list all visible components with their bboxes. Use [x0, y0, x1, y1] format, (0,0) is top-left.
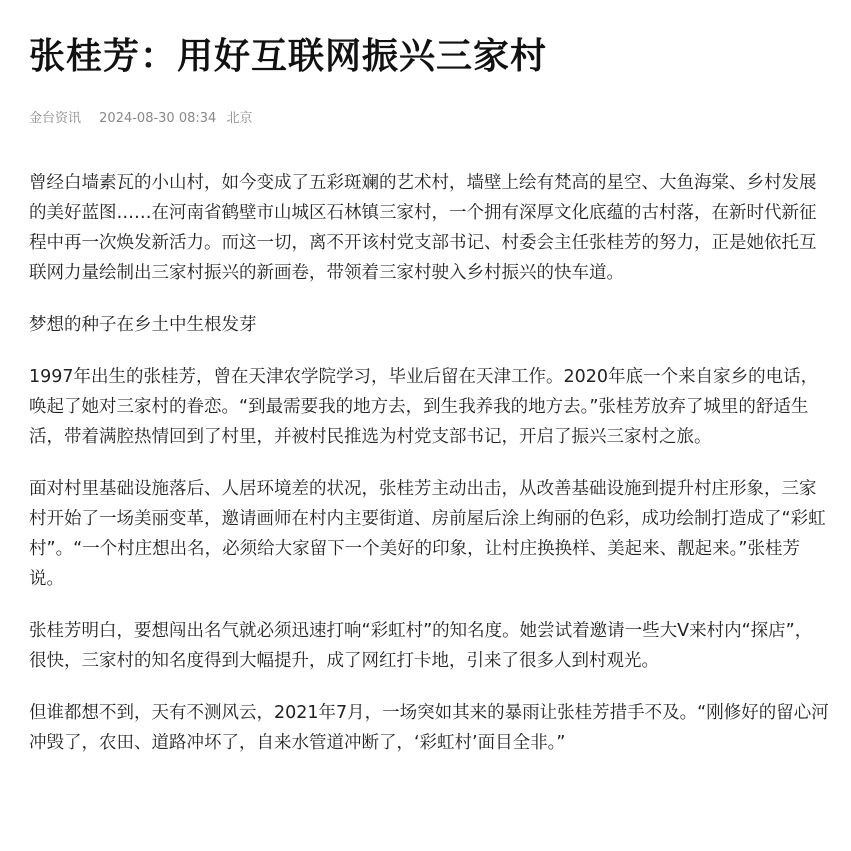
article-date: 2024-08-30 08:34	[99, 111, 217, 126]
paragraph: 曾经白墙素瓦的小山村，如今变成了五彩斑斓的艺术村，墙壁上绘有梵高的星空、大鱼海棠、乡村发展的美好蓝图……在河南省鹤壁市山城区石林镇三家村，一个拥有深厚文化底蕴的古村落，在新时代新征程中再一次焕发新活力。而这一切，离不开该村党支部书记、村委会主任张桂芳的努力，正是她依托互联网力量绘制出三家村振兴的新画卷，带领着三家村驶入乡村振兴的快车道。	[29, 173, 817, 283]
paragraph: 1997年出生的张桂芳，曾在天津农学院学习，毕业后留在天津工作。2020年底一个来自家乡的电话，唤起了她对三家村的眷恋。“到最需要我的地方去，到生我养我的地方去。”张桂芳放弃了城里的舒适生活，带着满腔热情回到了村里，并被村民推选为村党支部书记，开启了振兴三家村之旅。	[29, 367, 819, 447]
article-meta	[29, 110, 851, 128]
paragraph: 面对村里基础设施落后、人居环境差的状况，张桂芳主动出击，从改善基础设施到提升村庄形象，三家村开始了一场美丽变革，邀请画师在村内主要街道、房前屋后涂上绚丽的色彩，成功绘制打造成了“彩虹村”。“一个村庄想出名，必须给大家留下一个美好的印象，让村庄换换样、美起来、靓起来。”张桂芳说。	[29, 479, 826, 589]
article-body	[29, 168, 829, 758]
paragraph: 但谁都想不到，天有不测风云，2021年7月，一场突如其来的暴雨让张桂芳措手不及。“刚修好的留心河冲毁了，农田、道路冲坏了，自来水管道冲断了，‘彩虹村’面目全非。”	[29, 703, 829, 753]
article-location: 北京	[226, 111, 253, 126]
article-title: 张桂芳：用好互联网振兴三家村	[29, 36, 548, 77]
article-source[interactable]: 金台资讯	[29, 111, 82, 126]
paragraph: 张桂芳明白，要想闯出名气就必须迅速打响“彩虹村”的知名度。她尝试着邀请一些大V来村内“探店”，很快，三家村的知名度得到大幅提升，成了网红打卡地，引来了很多人到村观光。	[29, 621, 813, 671]
section-heading: 梦想的种子在乡土中生根发芽	[29, 315, 257, 335]
